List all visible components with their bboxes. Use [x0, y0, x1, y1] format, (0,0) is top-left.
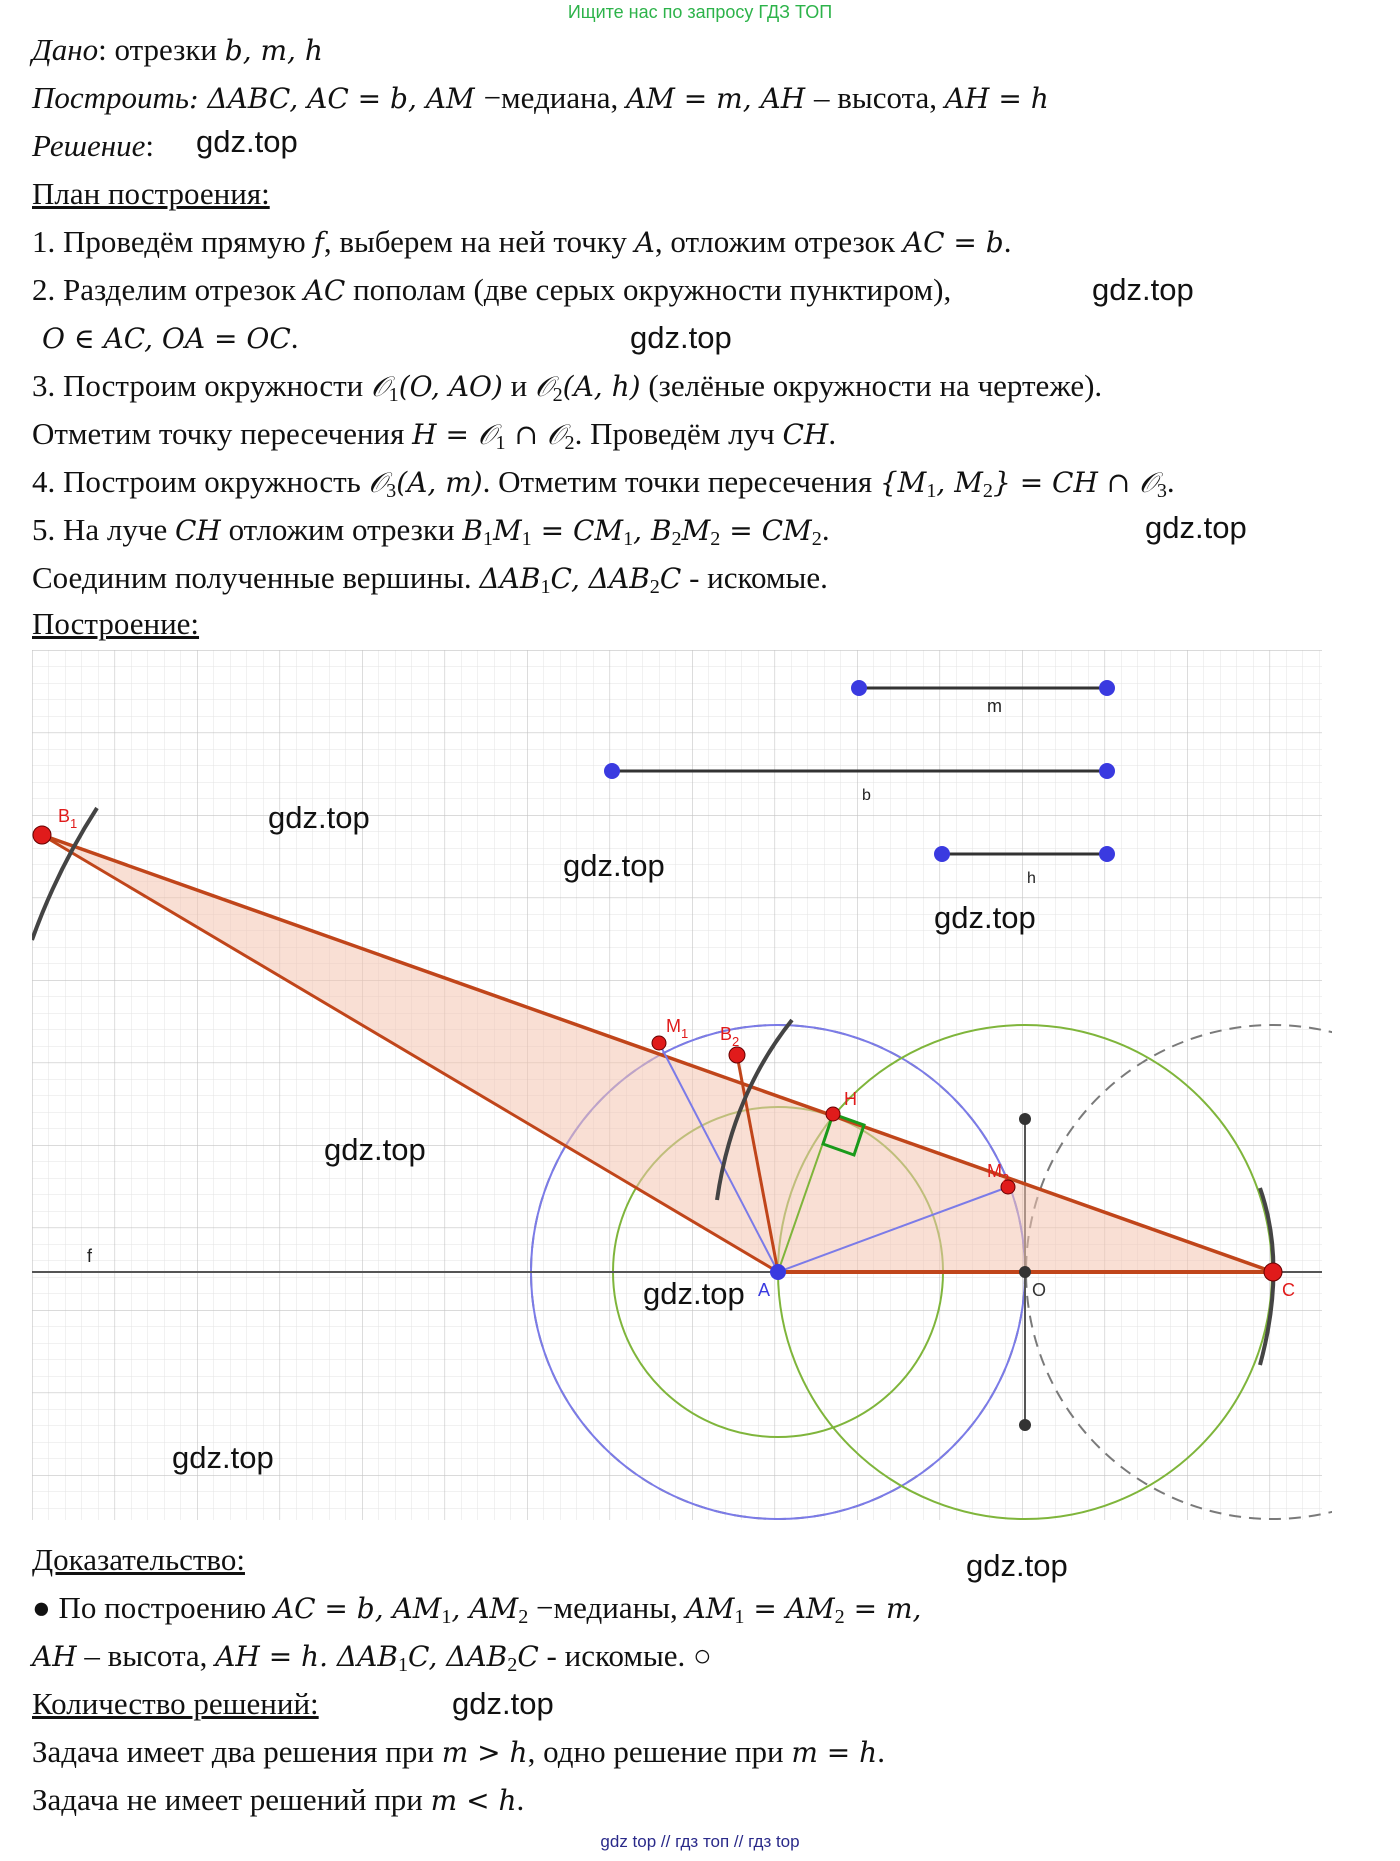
watermark: gdz.top: [196, 124, 298, 159]
watermark: gdz.top: [630, 320, 732, 355]
point-b-start[interactable]: [604, 763, 620, 779]
point-m-end[interactable]: [1099, 680, 1115, 696]
count-line-1: Задача имеет два решения при m > h, одно решение при m = h.: [32, 1734, 885, 1769]
point-circle-intersect-bottom[interactable]: [1019, 1419, 1031, 1431]
watermark: gdz.top: [452, 1686, 554, 1721]
label-c: C: [1282, 1280, 1295, 1300]
point-circle-intersect-top[interactable]: [1019, 1113, 1031, 1125]
given-line: Дано: отрезки b, m, h: [32, 32, 323, 67]
proof-line-2: AH – высота, AH = h. $\Delta AB_1C$, $\Delta AB_2C$ - искомые. ○: [32, 1638, 712, 1677]
footer-links[interactable]: gdz top // гдз топ // гдз top: [600, 1832, 800, 1851]
watermark: gdz.top: [643, 1276, 745, 1311]
label-b2: $B_2$: [720, 1024, 740, 1049]
construct-line: Построить: ΔABC, AC = b, AM −медиана, AM = m, AH – высота, AH = h: [32, 80, 1049, 115]
step-3-cont: Отметим точку пересечения H = 𝒪$_1$ ∩ 𝒪$_2$. Проведём луч CH.: [32, 416, 837, 455]
point-b2[interactable]: [729, 1047, 745, 1063]
step-6: Соединим полученные вершины. $\Delta AB_1C$, $\Delta AB_2C$ - искомые.: [32, 560, 828, 599]
label-h-point: H: [844, 1089, 857, 1109]
watermark: gdz.top: [563, 848, 665, 883]
point-m-start[interactable]: [851, 680, 867, 696]
label-h: h: [1027, 870, 1036, 887]
step-4: 4. Построим окружность 𝒪$_3$(A, m). Отметим точки пересечения {$M_1$, $M_2$} = CH ∩ 𝒪$_3$.: [32, 464, 1175, 503]
step-2-cont: O ∈ AC, OA = OC.: [42, 320, 299, 355]
watermark: gdz.top: [934, 900, 1036, 935]
build-heading: Построение:: [32, 606, 200, 641]
label-m1: $M_1$: [666, 1016, 689, 1041]
point-h[interactable]: [826, 1107, 840, 1121]
point-m1[interactable]: [652, 1036, 666, 1050]
label-m: m: [987, 696, 1002, 716]
label-f: f: [87, 1246, 93, 1266]
point-c[interactable]: [1264, 1263, 1282, 1281]
label-a: A: [758, 1280, 771, 1300]
proof-heading: Доказательство:: [32, 1542, 245, 1577]
header-search-hint[interactable]: Ищите нас по запросу ГДЗ ТОП: [567, 2, 833, 22]
solution-line: Решение:: [32, 128, 154, 163]
point-h-start[interactable]: [934, 846, 950, 862]
step-3: 3. Построим окружности 𝒪$_1$(O, AO) и 𝒪$_2$(A, h) (зелёные окружности на чертеже).: [32, 368, 1103, 407]
step-2: 2. Разделим отрезок AC пополам (две серых окружности пунктиром),: [32, 272, 952, 307]
point-o[interactable]: [1019, 1266, 1031, 1278]
label-b: b: [862, 787, 871, 804]
step-1: 1. Проведём прямую f, выберем на ней точку A, отложим отрезок AC = b.: [32, 224, 1012, 259]
proof-line-1: ● По построению AC = b, $AM_1$, $AM_2$ −медианы, $AM_1 = AM_2 = m$,: [32, 1590, 922, 1629]
count-heading: Количество решений:: [32, 1686, 319, 1721]
step-5: 5. На луче CH отложим отрезки $B_1M_1 = CM_1$, $B_2M_2 = CM_2$.: [32, 512, 830, 551]
label-m2: $M_2$: [987, 1161, 1010, 1186]
point-h-end[interactable]: [1099, 846, 1115, 862]
construction-figure: [32, 650, 1332, 1530]
label-o: O: [1032, 1280, 1047, 1300]
watermark: gdz.top: [324, 1132, 426, 1167]
count-line-2: Задача не имеет решений при m < h.: [32, 1782, 525, 1817]
watermark: gdz.top: [268, 800, 370, 835]
label-b1: $B_1$: [58, 806, 78, 831]
plan-heading: План построения:: [32, 176, 270, 211]
point-b-end[interactable]: [1099, 763, 1115, 779]
watermark: gdz.top: [1092, 272, 1194, 307]
watermark: gdz.top: [1145, 510, 1247, 545]
watermark: gdz.top: [966, 1548, 1068, 1583]
watermark: gdz.top: [172, 1440, 274, 1475]
point-a[interactable]: [770, 1264, 786, 1280]
point-b1[interactable]: [33, 826, 51, 844]
